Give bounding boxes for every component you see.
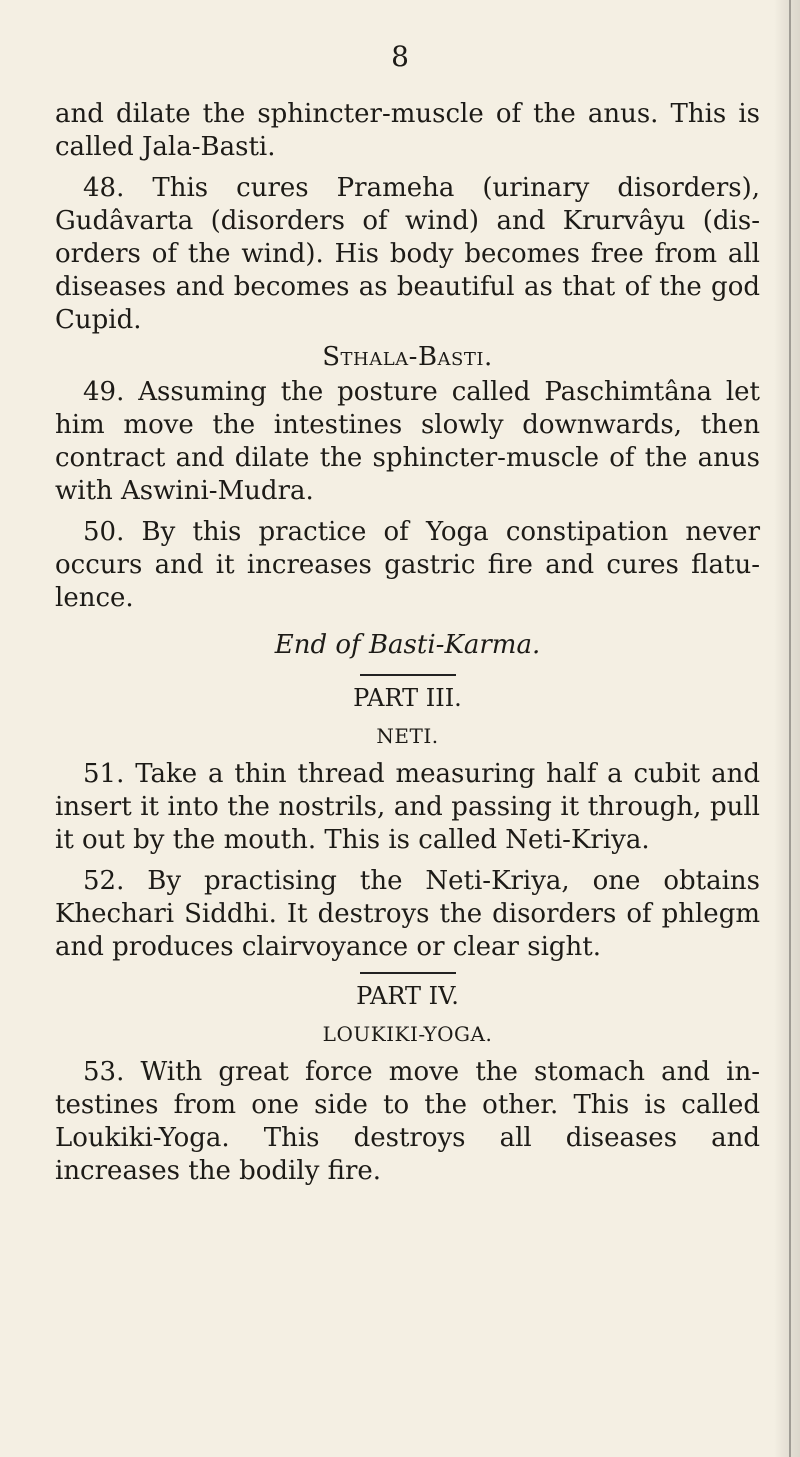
page-number: 8: [391, 40, 409, 73]
page-edge-shadow: [774, 0, 800, 1457]
spacing: [55, 750, 760, 758]
paragraph-52: 52. By practising the Neti-Kriya, one obtains Khechari Siddhi. It destroys the disorders of phlegm and produces clairvoyance or clear sight.: [55, 866, 760, 962]
spacing: [55, 1048, 760, 1056]
page-content: [55, 98, 760, 1188]
part-heading-iii: PART III.: [353, 684, 462, 712]
paragraph-51: 51. Take a thin thread measuring half a cubit and insert it into the nostrils, and passing it through, pull it out by the mouth. This is called Neti-Kriya.: [55, 759, 760, 855]
section-heading-sthala-basti: Sthala-Basti.: [322, 342, 493, 372]
paragraph-jala-basti-ending: and dilate the sphincter-muscle of the anus. This is called Jala-Basti.: [55, 99, 760, 162]
paragraph-50: 50. By this practice of Yoga constipation never occurs and it increases gastric fire and cures flatu-lence.: [55, 517, 760, 613]
paragraph-49: 49. Assuming the posture called Paschimtâna let him move the intestines slowly downwards, then contract and dilate the sphincter-muscle of the anus with Aswini-Mudra.: [55, 377, 760, 506]
paragraph-48: 48. This cures Prameha (urinary disorders), Gudâvarta (disorders of wind) and Krurvâyu (dis-orders of the wind). His body becomes free from all diseases and becomes as beautiful as that of the god Cupid.: [55, 173, 760, 335]
paragraph-53: 53. With great force move the stomach and in-testines from one side to the other. This is called Loukiki-Yoga. This destroys all diseases and increases the bodily fire.: [55, 1057, 760, 1186]
section-divider-rule: [360, 674, 456, 676]
section-divider-rule: [360, 972, 456, 974]
part-subheading-neti: NETI.: [376, 724, 439, 748]
part-heading-iv: PART IV.: [356, 982, 459, 1010]
part-subheading-loukiki-yoga: LOUKIKI-YOGA.: [322, 1022, 493, 1046]
binding-edge: [789, 0, 791, 1457]
end-of-basti-karma: End of Basti-Karma.: [274, 630, 541, 660]
